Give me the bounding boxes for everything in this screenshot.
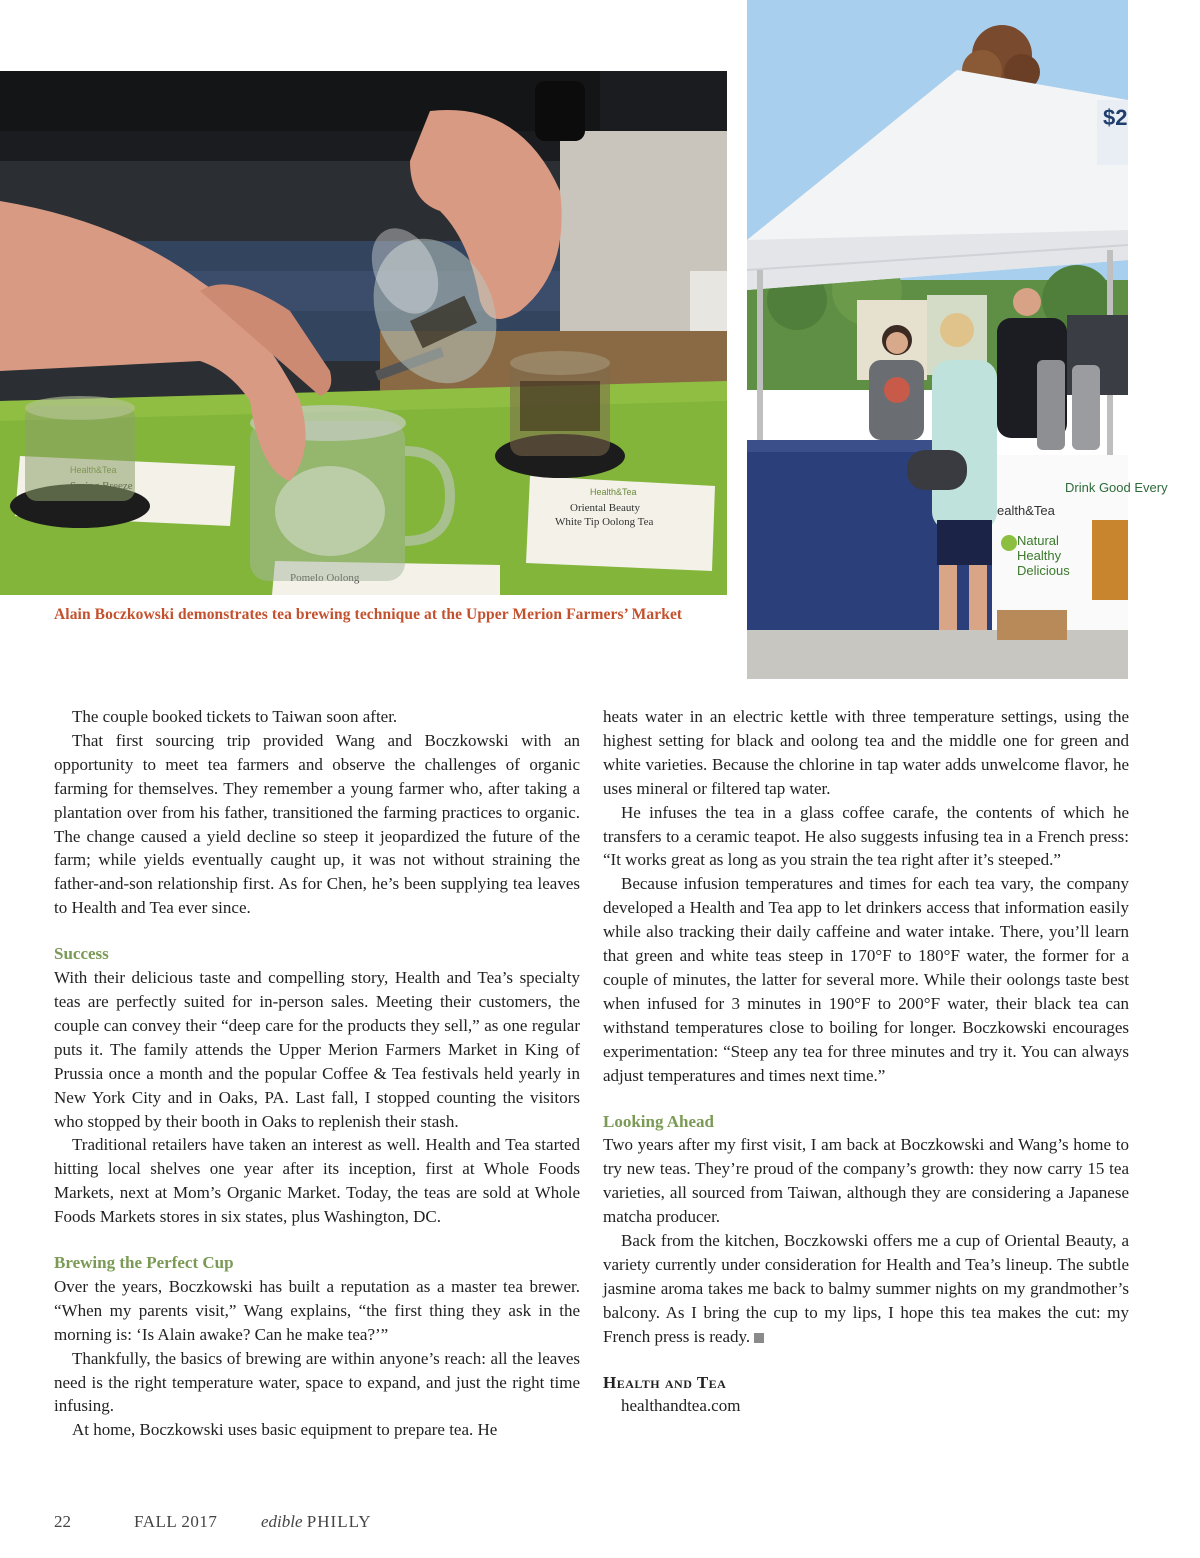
health-and-tea-banner <box>992 455 1168 630</box>
paragraph-final <box>603 1229 1129 1349</box>
business-name: Health and Tea <box>603 1372 727 1392</box>
magazine-name-edible: edible <box>261 1512 303 1531</box>
paragraph: Over the years, Boczkowski has built a reputation as a master tea brewer. “When my parents visit,” Wang explains, “the first thing they ask in the morning is: ‘Is Alain awake? Can he make tea?’” <box>54 1276 580 1344</box>
svg-text:Natural: Natural <box>1017 533 1059 548</box>
market-booth-photo <box>747 0 1168 679</box>
issue-label: FALL 2017 <box>134 1512 218 1531</box>
magazine-name-philly: PHILLY <box>306 1512 372 1531</box>
section-heading-brewing: Brewing the Perfect Cup <box>54 1253 234 1273</box>
article-column-right <box>603 705 1129 1418</box>
article-column-left <box>54 705 580 1442</box>
page-footer <box>54 1512 372 1532</box>
paragraph: At home, Boczkowski uses basic equipment to prepare tea. He <box>72 1420 498 1440</box>
paragraph: Because infusion temperatures and times for each tea vary, the company developed a Health and Tea app to let drinkers access that information easily while also tracking their daily caffeine and water intake. There, you’ll learn that green and white teas steep in 170°F to 180°F water, the former for a couple of minutes, the latter for several more. While their oolongs taste best when infused for 3 minutes in 190°F to 200°F water, their black tea can withstand temperatures close to boiling for longer. Boczkowski encourages experimentation: “Steep any tea for three minutes and try it. You can always adjust temperatures and times next time.” <box>603 874 1129 1085</box>
paragraph: Two years after my first visit, I am back at Boczkowski and Wang’s home to try new teas. They’re proud of the company’s growth: they now carry 15 tea varieties, all sourced from Taiwan, although they are considering a Japanese matcha producer. <box>603 1135 1129 1227</box>
paragraph: He infuses the tea in a glass coffee carafe, the contents of which he transfers to a ceramic teapot. He also suggests infusing tea in a French press: “It works great as long as you strain the tea right after it’s steeped.” <box>603 802 1129 870</box>
page-number: 22 <box>54 1512 71 1531</box>
svg-text:Healthy: Healthy <box>1017 548 1062 563</box>
svg-text:ealth&Tea: ealth&Tea <box>997 503 1055 518</box>
end-mark-icon <box>754 1333 764 1343</box>
paragraph: The couple booked tickets to Taiwan soon after. <box>72 707 398 726</box>
tea-brewing-photo <box>0 71 727 595</box>
svg-text:$2: $2 <box>1103 105 1128 130</box>
svg-text:White Tip Oolong Tea: White Tip Oolong Tea <box>555 516 654 528</box>
glass-jar-left <box>10 396 150 528</box>
svg-text:Oriental Beauty: Oriental Beauty <box>570 502 640 514</box>
price-sign <box>1097 100 1128 165</box>
svg-text:Drink Good Every: Drink Good Every <box>1065 480 1168 495</box>
paragraph-text: Back from the kitchen, Boczkowski offers me a cup of Oriental Beauty, a variety currently under consideration for Health and Tea’s lineup. The subtle jasmine aroma takes me back to balmy summer nights on my grandmother’s balcony. As I bring the cup to my lips, I hope this tea makes the cut: my French press is ready. <box>603 1231 1129 1346</box>
paragraph: Traditional retailers have taken an interest as well. Health and Tea started hitting local shelves one year after its inception, first at Whole Foods Markets, next at Mom’s Organic Market. Today, the teas are sold at Whole Foods Markets stores in six states, plus Washington, DC. <box>54 1135 580 1227</box>
paragraph: heats water in an electric kettle with three temperature settings, using the highest setting for black and oolong tea and the middle one for green and white varieties. Because the chlorine in tap water adds unwelcome flavor, he uses mineral or filtered tap water. <box>603 707 1129 798</box>
business-website: healthandtea.com <box>621 1396 741 1416</box>
paragraph: That first sourcing trip provided Wang and Boczkowski with an opportunity to meet tea farmers and observe the challenges of organic farming for themselves. They remember a young farmer who, after taking a plantation over from his father, transitioned the farming practices to organic. The change caused a yield decline so steep it jeopardized the future of the farm; while yields eventually caught up, it was not without straining the father-and-son relationship first. As for Chen, he’s been supplying tea leaves to Health and Tea ever since. <box>54 730 580 918</box>
glass-jar-right <box>495 351 625 478</box>
paragraph: Thankfully, the basics of brewing are within anyone’s reach: all the leaves need is the right temperature water, space to expand, and just the right time infusing. <box>54 1348 580 1416</box>
section-heading-success: Success <box>54 944 109 964</box>
svg-text:Delicious: Delicious <box>1017 563 1070 578</box>
paragraph: With their delicious taste and compelling story, Health and Tea’s specialty teas are perfectly suited for in-person sales. Meeting their customers, the couple can convey their “deep care for the products they sell,” as one regular puts it. The family attends the Upper Merion Farmers Market in King of Prussia once a month and the popular Coffee & Tea festivals held yearly in New York City and in Oaks, PA. Last fall, I stopped counting the visitors who stopped by their booth in Oaks to replenish their stash. <box>54 968 580 1131</box>
photo-caption: Alain Boczkowski demonstrates tea brewing technique at the Upper Merion Farmers’ Market <box>54 606 683 623</box>
svg-text:Health&Tea: Health&Tea <box>590 487 637 497</box>
tea-card-oriental-beauty <box>526 476 715 571</box>
section-heading-looking-ahead: Looking Ahead <box>603 1111 715 1131</box>
